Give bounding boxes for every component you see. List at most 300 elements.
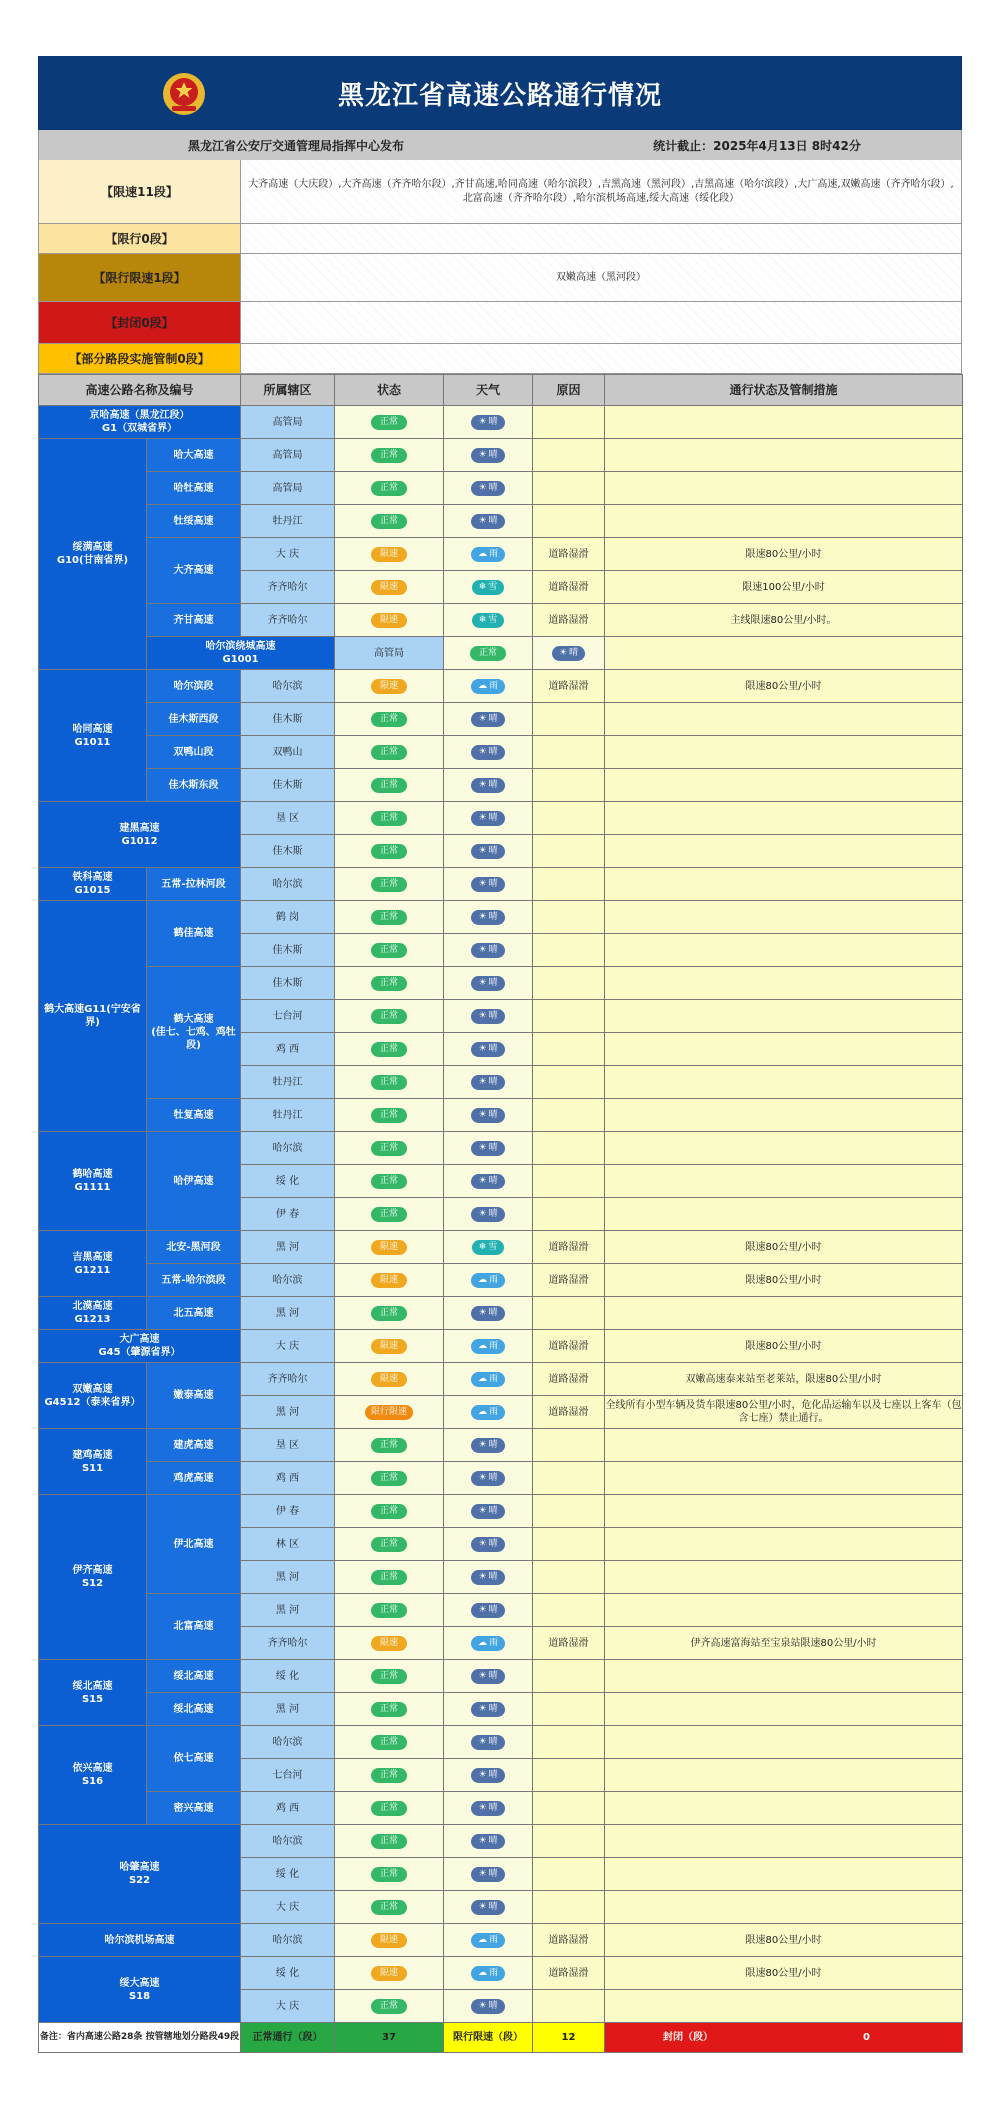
status-cell: [335, 967, 444, 1000]
district-cell: 黑 河: [241, 1561, 335, 1594]
road-section: 北安-黑河段: [147, 1231, 241, 1264]
district-cell: 鸡 西: [241, 1033, 335, 1066]
road-section: 鸡虎高速: [147, 1462, 241, 1495]
weather-label: 晴: [488, 1703, 498, 1714]
reason-cell: 道路湿滑: [533, 1627, 605, 1660]
road-section: 哈大高速: [147, 439, 241, 472]
weather-cell: [444, 1792, 533, 1825]
district-cell: 七台河: [241, 1000, 335, 1033]
summary-label: 【限行限速1段】: [39, 254, 241, 301]
measure-cell: [605, 1297, 963, 1330]
road-section: 五常-拉林河段: [147, 868, 241, 901]
reason-cell: [533, 703, 605, 736]
measure-cell: [605, 1759, 963, 1792]
sun-icon: ☀: [478, 1736, 487, 1747]
weather-label: 晴: [488, 1802, 498, 1813]
weather-badge: [471, 1009, 504, 1024]
status-cell: [335, 1495, 444, 1528]
district-cell: 大 庆: [241, 538, 335, 571]
table-row: [39, 1363, 963, 1396]
rain-cloud-icon: ☁: [478, 1934, 487, 1945]
status-cell: [335, 1627, 444, 1660]
district-cell: 哈尔滨: [241, 1132, 335, 1165]
weather-cell: [444, 934, 533, 967]
weather-label: 晴: [488, 878, 498, 889]
publish-bar: [38, 130, 962, 160]
status-badge: 正常: [371, 1009, 407, 1024]
road-name: 建鸡高速 S11: [39, 1429, 147, 1495]
summary-row: [38, 302, 962, 344]
measure-cell: [605, 769, 963, 802]
status-cell: [335, 604, 444, 637]
status-cell: [335, 901, 444, 934]
snow-icon: ❄: [478, 581, 487, 592]
measure-cell: 全线所有小型车辆及货车限速80公里/小时，危化品运输车以及七座以上客车（包含七座）禁止通行。: [605, 1396, 963, 1429]
district-cell: 鹤 岗: [241, 901, 335, 934]
weather-label: 晴: [488, 1142, 498, 1153]
weather-badge: [471, 1999, 504, 2014]
weather-label: 雨: [489, 1406, 499, 1417]
status-badge: 正常: [371, 514, 407, 529]
status-cell: [335, 1000, 444, 1033]
status-badge: 正常: [371, 1306, 407, 1321]
table-row: [39, 1429, 963, 1462]
district-cell: 齐齐哈尔: [241, 604, 335, 637]
summary-content: [241, 224, 961, 253]
weather-badge: [471, 1273, 505, 1288]
status-badge: 正常: [371, 1834, 407, 1849]
weather-badge: [471, 1174, 504, 1189]
status-badge: 正常: [371, 1042, 407, 1057]
weather-label: 雨: [489, 680, 499, 691]
status-cell: [335, 1033, 444, 1066]
road-name: 铁科高速 G1015: [39, 868, 147, 901]
table-row: [39, 1231, 963, 1264]
reason-cell: [533, 505, 605, 538]
status-badge: 正常: [371, 1867, 407, 1882]
reason-cell: [533, 1825, 605, 1858]
table-row: [39, 1726, 963, 1759]
status-badge: 正常: [371, 1438, 407, 1453]
road-section: 佳木斯西段: [147, 703, 241, 736]
reason-cell: [533, 1297, 605, 1330]
road-section: 五常-哈尔滨段: [147, 1264, 241, 1297]
measure-cell: [605, 1660, 963, 1693]
measure-cell: [605, 1594, 963, 1627]
road-name: 依兴高速 S16: [39, 1726, 147, 1825]
table-row: [39, 1594, 963, 1627]
district-cell: 哈尔滨: [241, 670, 335, 703]
table-row: [39, 1792, 963, 1825]
weather-label: 晴: [488, 1571, 498, 1582]
weather-badge: [471, 1702, 504, 1717]
road-name: 伊齐高速 S12: [39, 1495, 147, 1660]
status-badge: 正常: [371, 844, 407, 859]
measure-cell: [605, 439, 963, 472]
weather-badge: [471, 745, 504, 760]
weather-label: 晴: [488, 416, 498, 427]
district-cell: 高管局: [241, 439, 335, 472]
measure-cell: 限速80公里/小时: [605, 1231, 963, 1264]
reason-cell: [533, 1429, 605, 1462]
reason-cell: [533, 1594, 605, 1627]
status-cell: [335, 1297, 444, 1330]
weather-label: 雨: [489, 1373, 499, 1384]
status-cell: [335, 703, 444, 736]
district-cell: 大 庆: [241, 1990, 335, 2023]
reason-cell: [533, 1099, 605, 1132]
measure-cell: [605, 1825, 963, 1858]
reason-cell: 道路湿滑: [533, 1957, 605, 1990]
road-section: 北富高速: [147, 1594, 241, 1660]
road-section: 北五高速: [147, 1297, 241, 1330]
weather-cell: [444, 1561, 533, 1594]
status-cell: [335, 1165, 444, 1198]
table-row: [39, 1660, 963, 1693]
status-cell: [335, 1528, 444, 1561]
reason-cell: [533, 1462, 605, 1495]
weather-cell: [444, 1132, 533, 1165]
reason-cell: [533, 901, 605, 934]
measure-cell: [605, 868, 963, 901]
weather-label: 晴: [488, 845, 498, 856]
reason-cell: [533, 1198, 605, 1231]
table-row: [39, 901, 963, 934]
district-cell: 黑 河: [241, 1231, 335, 1264]
footer-row: [39, 2023, 963, 2053]
measure-cell: [605, 736, 963, 769]
weather-cell: [444, 670, 533, 703]
measure-cell: [605, 835, 963, 868]
weather-cell: [444, 472, 533, 505]
road-section: 绥北高速: [147, 1693, 241, 1726]
report-sheet: [38, 56, 962, 2053]
status-badge: 正常: [371, 745, 407, 760]
district-cell: 黑 河: [241, 1693, 335, 1726]
weather-badge: [471, 1966, 505, 1981]
sun-icon: ☀: [478, 1571, 487, 1582]
district-cell: 七台河: [241, 1759, 335, 1792]
road-name: 哈尔滨绕城高速 G1001: [147, 637, 335, 670]
district-cell: 黑 河: [241, 1396, 335, 1429]
sun-icon: ☀: [478, 1505, 487, 1516]
reason-cell: [533, 1033, 605, 1066]
status-cell: [335, 1561, 444, 1594]
sun-icon: ☀: [478, 1010, 487, 1021]
status-badge: 正常: [371, 1999, 407, 2014]
measure-cell: [605, 1198, 963, 1231]
sun-icon: ☀: [478, 812, 487, 823]
weather-badge: [471, 1801, 504, 1816]
measure-cell: [605, 1033, 963, 1066]
status-cell: [335, 1726, 444, 1759]
road-name: 哈肇高速 S22: [39, 1825, 241, 1924]
reason-cell: [533, 472, 605, 505]
weather-label: 晴: [488, 1208, 498, 1219]
measure-cell: [605, 802, 963, 835]
road-section: 鹤大高速 (佳七、七鸡、鸡牡段): [147, 967, 241, 1099]
sun-icon: ☀: [478, 845, 487, 856]
status-badge: 正常: [371, 976, 407, 991]
status-cell: [335, 835, 444, 868]
measure-cell: [605, 1099, 963, 1132]
summary-label: 【限行0段】: [39, 224, 241, 253]
status-badge: 正常: [371, 943, 407, 958]
measure-cell: [605, 703, 963, 736]
district-cell: 哈尔滨: [241, 1924, 335, 1957]
status-cell: [335, 1792, 444, 1825]
table-row: [39, 1297, 963, 1330]
summary-label: 【部分路段实施管制0段】: [39, 344, 241, 373]
road-name: 哈尔滨机场高速: [39, 1924, 241, 1957]
status-badge: 限速: [371, 580, 407, 595]
weather-label: 晴: [569, 647, 579, 658]
weather-badge: [471, 1603, 504, 1618]
weather-badge: [471, 1537, 504, 1552]
sun-icon: ☀: [478, 1307, 487, 1318]
weather-label: 晴: [488, 1538, 498, 1549]
measure-cell: [605, 1858, 963, 1891]
sun-icon: ☀: [478, 1175, 487, 1186]
weather-cell: [444, 1660, 533, 1693]
measure-cell: [605, 1462, 963, 1495]
sun-icon: ☀: [478, 713, 487, 724]
weather-label: 晴: [488, 1076, 498, 1087]
sun-icon: ☀: [478, 1472, 487, 1483]
status-badge: 正常: [371, 778, 407, 793]
measure-cell: [605, 934, 963, 967]
footer-normal-label: 正常通行（段）: [241, 2023, 335, 2053]
weather-badge: [471, 877, 504, 892]
stat-time: 统计截止：2025年4月13日 8时42分: [653, 138, 861, 153]
road-section: 密兴高速: [147, 1792, 241, 1825]
weather-label: 晴: [488, 1307, 498, 1318]
status-badge: 正常: [371, 1603, 407, 1618]
road-name: 鹤哈高速 G1111: [39, 1132, 147, 1231]
sun-icon: ☀: [478, 1835, 487, 1846]
weather-label: 晴: [488, 779, 498, 790]
sun-icon: ☀: [478, 1109, 487, 1120]
weather-label: 雨: [489, 1340, 499, 1351]
status-cell: [335, 1759, 444, 1792]
table-row: [39, 604, 963, 637]
weather-badge: [471, 448, 504, 463]
district-cell: 大 庆: [241, 1330, 335, 1363]
measure-cell: [605, 406, 963, 439]
status-cell: [335, 1066, 444, 1099]
sun-icon: ☀: [478, 1439, 487, 1450]
weather-cell: [444, 1957, 533, 1990]
weather-badge: [471, 1471, 504, 1486]
status-cell: [335, 769, 444, 802]
weather-badge: [471, 1306, 504, 1321]
district-cell: 绥 化: [241, 1165, 335, 1198]
sun-icon: ☀: [478, 482, 487, 493]
weather-badge: [471, 976, 504, 991]
summary-content: 大齐高速（大庆段）,大齐高速（齐齐哈尔段）,齐甘高速,哈同高速（哈尔滨段）,吉黑高速（黑河段）,吉黑高速（哈尔滨段）,大广高速,双嫩高速（齐齐哈尔段）,北富高速（齐齐哈尔段）,哈尔滨机场高速,绥大高速（绥化段）: [241, 160, 961, 223]
footer-closed-label: 封闭（段）: [663, 2032, 714, 2043]
footer-limit-label: 限行限速（段）: [444, 2023, 533, 2053]
status-badge: 限行限速: [365, 1405, 413, 1420]
reason-cell: [533, 1759, 605, 1792]
table-row: [39, 1462, 963, 1495]
summary-block: [38, 160, 962, 374]
weather-badge: [471, 1834, 504, 1849]
weather-label: 晴: [488, 911, 498, 922]
table-row: [39, 769, 963, 802]
weather-label: 雪: [488, 581, 498, 592]
weather-cell: [444, 1363, 533, 1396]
header-status: 状态: [335, 375, 444, 406]
status-badge: 限速: [371, 1240, 407, 1255]
sun-icon: ☀: [478, 1703, 487, 1714]
district-cell: 哈尔滨: [241, 1726, 335, 1759]
status-badge: 限速: [371, 1636, 407, 1651]
footer-closed: [605, 2023, 963, 2053]
weather-cell: [444, 1495, 533, 1528]
reason-cell: 道路湿滑: [533, 538, 605, 571]
measure-cell: [605, 1561, 963, 1594]
reason-cell: [533, 1990, 605, 2023]
reason-cell: [533, 439, 605, 472]
measure-cell: [605, 472, 963, 505]
road-section: 哈伊高速: [147, 1132, 241, 1231]
measure-cell: [605, 505, 963, 538]
header-district: 所属辖区: [241, 375, 335, 406]
police-emblem-icon: [160, 70, 208, 118]
weather-badge: [471, 811, 504, 826]
district-cell: 哈尔滨: [241, 868, 335, 901]
table-row: [39, 1693, 963, 1726]
footer-normal-count: 37: [335, 2023, 444, 2053]
weather-badge: [471, 1735, 504, 1750]
status-cell: [335, 1198, 444, 1231]
weather-label: 晴: [488, 1868, 498, 1879]
weather-cell: [444, 1726, 533, 1759]
status-cell: [335, 505, 444, 538]
status-cell: [335, 1363, 444, 1396]
status-badge: 正常: [371, 1174, 407, 1189]
district-cell: 佳木斯: [241, 769, 335, 802]
road-name: 建黑高速 G1012: [39, 802, 241, 868]
weather-badge: [471, 1669, 504, 1684]
weather-cell: [444, 736, 533, 769]
footer-closed-count: 0: [863, 2032, 870, 2043]
sun-icon: ☀: [478, 944, 487, 955]
summary-row: [38, 224, 962, 254]
reason-cell: [533, 1891, 605, 1924]
weather-cell: [444, 802, 533, 835]
footer-note: 备注：省内高速公路28条 按管辖地划分路段49段: [39, 2023, 241, 2053]
weather-badge: [471, 910, 504, 925]
district-cell: 牡丹江: [241, 1099, 335, 1132]
status-badge: 限速: [371, 1339, 407, 1354]
weather-cell: [444, 1330, 533, 1363]
sun-icon: ☀: [478, 878, 487, 889]
status-badge: 限速: [371, 1933, 407, 1948]
reason-cell: 道路湿滑: [533, 604, 605, 637]
weather-badge: [471, 679, 505, 694]
status-cell: [335, 472, 444, 505]
measure-cell: 限速80公里/小时: [605, 1924, 963, 1957]
publisher: 黑龙江省公安厅交通管理局指挥中心发布: [187, 138, 404, 153]
status-badge: 正常: [371, 1570, 407, 1585]
status-cell: [335, 1132, 444, 1165]
header-reason: 原因: [533, 375, 605, 406]
header-weather: 天气: [444, 375, 533, 406]
status-badge: 正常: [371, 481, 407, 496]
district-cell: 哈尔滨: [241, 1264, 335, 1297]
sun-icon: ☀: [478, 1802, 487, 1813]
road-status-table: [38, 374, 963, 2053]
sun-icon: ☀: [558, 647, 568, 658]
measure-cell: 限速80公里/小时: [605, 538, 963, 571]
road-section: 双鸭山段: [147, 736, 241, 769]
status-cell: [335, 670, 444, 703]
weather-label: 晴: [488, 1175, 498, 1186]
status-cell: [335, 1693, 444, 1726]
measure-cell: 限速100公里/小时: [605, 571, 963, 604]
weather-cell: [444, 505, 533, 538]
reason-cell: 道路湿滑: [533, 1264, 605, 1297]
table-row: [39, 1132, 963, 1165]
measure-cell: [605, 1495, 963, 1528]
weather-label: 晴: [488, 2000, 498, 2011]
status-cell: [335, 1924, 444, 1957]
weather-badge: [472, 1240, 505, 1255]
table-row: [39, 1825, 963, 1858]
weather-label: 晴: [488, 449, 498, 460]
district-cell: 林 区: [241, 1528, 335, 1561]
weather-badge: [471, 1339, 505, 1354]
weather-label: 晴: [488, 1043, 498, 1054]
weather-cell: [444, 439, 533, 472]
weather-cell: [444, 538, 533, 571]
rain-cloud-icon: ☁: [478, 1967, 487, 1978]
status-badge: 正常: [371, 1504, 407, 1519]
weather-badge: [471, 1405, 505, 1420]
table-row: [39, 868, 963, 901]
table-row: [39, 439, 963, 472]
reason-cell: 道路湿滑: [533, 1231, 605, 1264]
status-badge: 正常: [371, 877, 407, 892]
reason-cell: [605, 637, 963, 670]
district-cell: 伊 春: [241, 1495, 335, 1528]
weather-cell: [444, 868, 533, 901]
weather-badge: [471, 1867, 504, 1882]
status-cell: [335, 1462, 444, 1495]
district-cell: 佳木斯: [241, 703, 335, 736]
rain-cloud-icon: ☁: [478, 548, 487, 559]
weather-label: 晴: [488, 1901, 498, 1912]
snow-icon: ❄: [478, 1241, 487, 1252]
weather-badge: [471, 1108, 504, 1123]
reason-cell: 道路湿滑: [533, 1330, 605, 1363]
weather-cell: [444, 406, 533, 439]
summary-row: [38, 160, 962, 224]
road-name: 大广高速 G45（肇源省界）: [39, 1330, 241, 1363]
weather-cell: [444, 1990, 533, 2023]
status-badge: 正常: [371, 1537, 407, 1552]
sun-icon: ☀: [478, 2000, 487, 2011]
district-cell: 高管局: [335, 637, 444, 670]
district-cell: 齐齐哈尔: [241, 571, 335, 604]
status-badge: 正常: [371, 1735, 407, 1750]
measure-cell: [605, 1066, 963, 1099]
table-row: [39, 1099, 963, 1132]
weather-cell: [444, 1924, 533, 1957]
weather-cell: [444, 1198, 533, 1231]
